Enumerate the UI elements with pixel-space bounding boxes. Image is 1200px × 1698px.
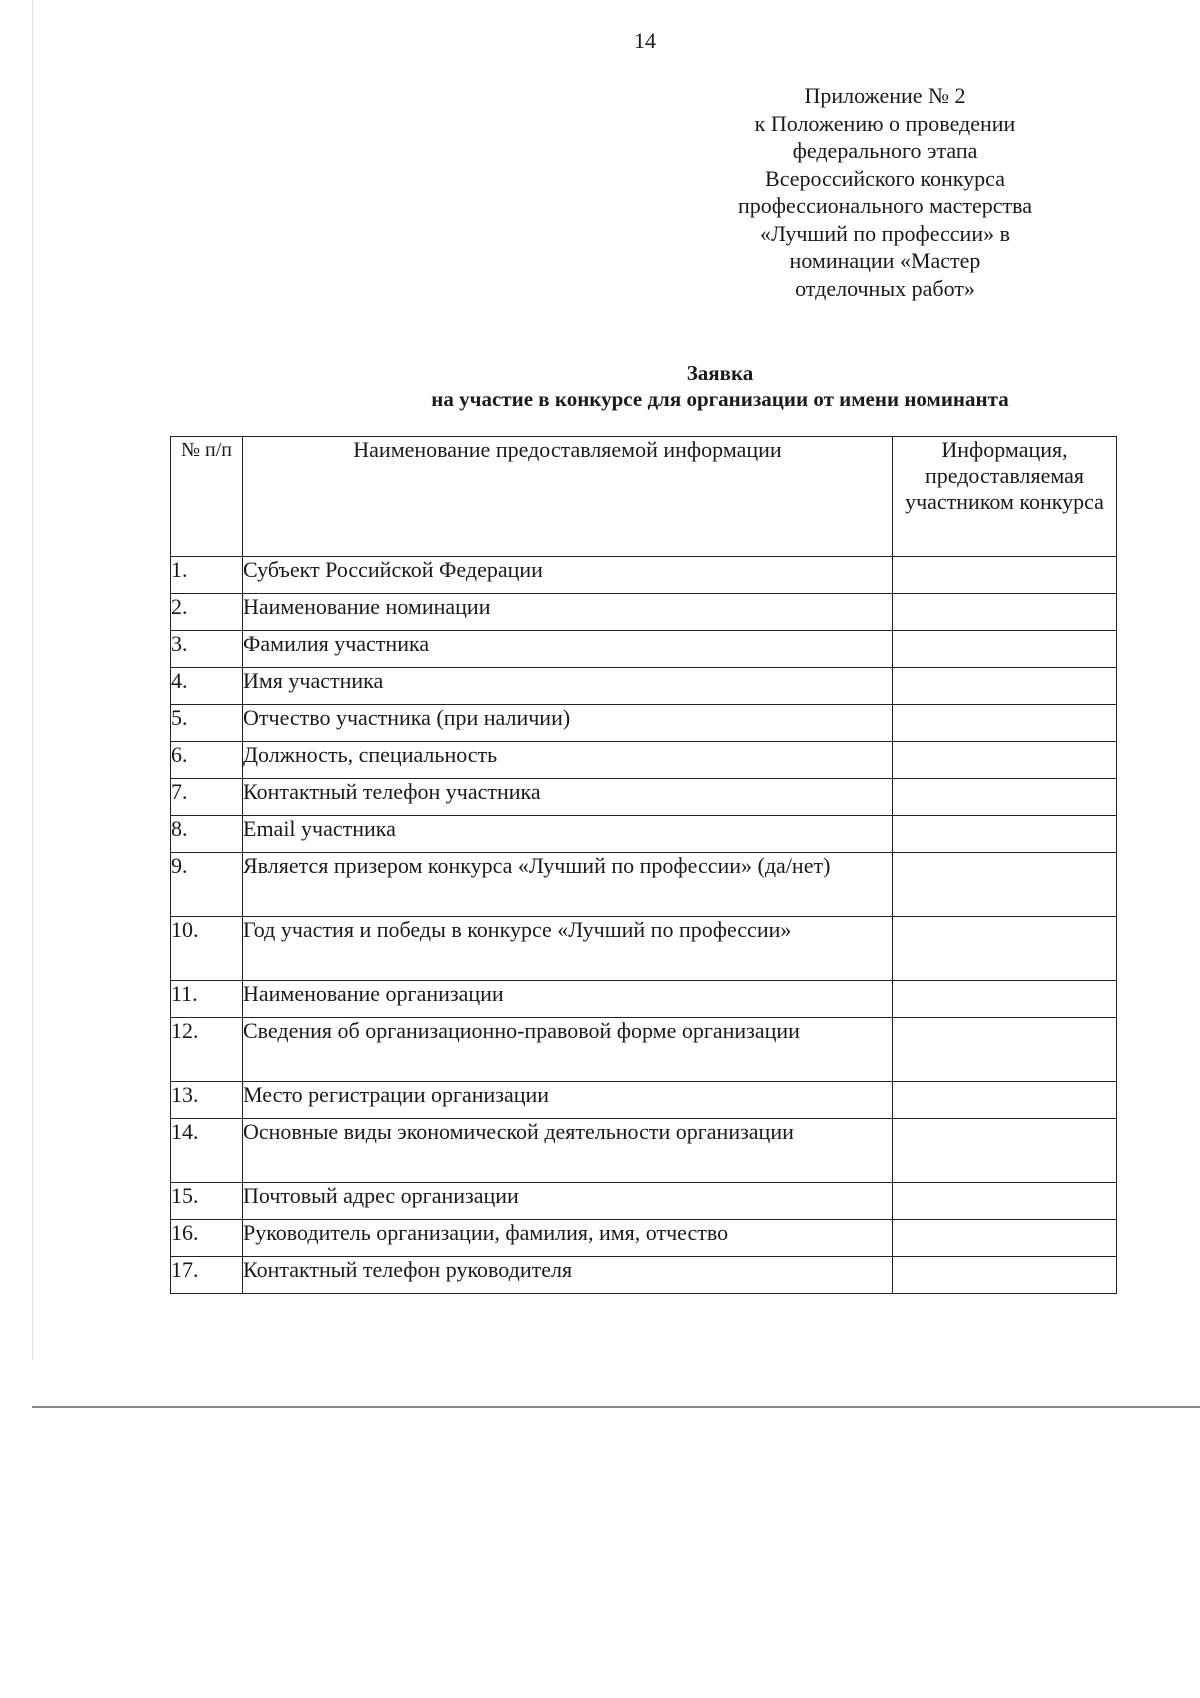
table-row bbox=[171, 917, 1117, 981]
row-number: 16. bbox=[171, 1220, 243, 1257]
page-number: 14 bbox=[634, 28, 656, 53]
row-number: 6. bbox=[171, 742, 243, 779]
row-value-cell[interactable] bbox=[893, 917, 1117, 981]
row-value-cell[interactable] bbox=[893, 742, 1117, 779]
page-bottom-rule bbox=[32, 1406, 1200, 1408]
row-number: 10. bbox=[171, 917, 243, 981]
row-label: Сведения об организационно-правовой форме организации bbox=[243, 1018, 893, 1082]
table-row bbox=[171, 981, 1117, 1018]
header-number: № п/п bbox=[171, 437, 243, 557]
row-label: Контактный телефон участника bbox=[243, 779, 893, 816]
table-row bbox=[171, 1082, 1117, 1119]
row-label: Фамилия участника bbox=[243, 631, 893, 668]
row-label: Наименование организации bbox=[243, 981, 893, 1018]
row-value-cell[interactable] bbox=[893, 594, 1117, 631]
row-number: 3. bbox=[171, 631, 243, 668]
row-label: Контактный телефон руководителя bbox=[243, 1257, 893, 1294]
row-value-cell[interactable] bbox=[893, 1018, 1117, 1082]
row-value-cell[interactable] bbox=[893, 1183, 1117, 1220]
row-value-cell[interactable] bbox=[893, 1257, 1117, 1294]
row-value-cell[interactable] bbox=[893, 816, 1117, 853]
title-line-2: на участие в конкурсе для организации от имени номинанта bbox=[431, 387, 1009, 411]
row-label: Имя участника bbox=[243, 668, 893, 705]
row-value-cell[interactable] bbox=[893, 668, 1117, 705]
appendix-line: «Лучший по профессии» в bbox=[759, 220, 1010, 246]
row-value-cell[interactable] bbox=[893, 981, 1117, 1018]
table-row bbox=[171, 853, 1117, 917]
row-label: Почтовый адрес организации bbox=[243, 1183, 893, 1220]
row-number: 5. bbox=[171, 705, 243, 742]
table-row bbox=[171, 742, 1117, 779]
row-value-cell[interactable] bbox=[893, 705, 1117, 742]
row-label: Наименование номинации bbox=[243, 594, 893, 631]
header-info-name: Наименование предоставляемой информации bbox=[243, 437, 893, 557]
row-number: 15. bbox=[171, 1183, 243, 1220]
row-number: 7. bbox=[171, 779, 243, 816]
appendix-reference bbox=[690, 82, 1080, 302]
row-number: 11. bbox=[171, 981, 243, 1018]
appendix-line: отделочных работ» bbox=[795, 275, 975, 301]
row-number: 8. bbox=[171, 816, 243, 853]
row-label: Год участия и победы в конкурсе «Лучший по профессии» bbox=[243, 917, 893, 981]
row-value-cell[interactable] bbox=[893, 853, 1117, 917]
row-number: 17. bbox=[171, 1257, 243, 1294]
table-row bbox=[171, 816, 1117, 853]
appendix-line: к Положению о проведении bbox=[754, 110, 1016, 136]
row-label: Место регистрации организации bbox=[243, 1082, 893, 1119]
table-row bbox=[171, 631, 1117, 668]
row-label: Руководитель организации, фамилия, имя, отчество bbox=[243, 1220, 893, 1257]
row-value-cell[interactable] bbox=[893, 1082, 1117, 1119]
table-row bbox=[171, 1119, 1117, 1183]
row-label: Отчество участника (при наличии) bbox=[243, 705, 893, 742]
table-row bbox=[171, 705, 1117, 742]
table-row bbox=[171, 668, 1117, 705]
application-form-table bbox=[170, 436, 1117, 1294]
row-value-cell[interactable] bbox=[893, 557, 1117, 594]
table-row bbox=[171, 779, 1117, 816]
row-number: 12. bbox=[171, 1018, 243, 1082]
row-number: 9. bbox=[171, 853, 243, 917]
row-value-cell[interactable] bbox=[893, 631, 1117, 668]
row-label: Email участника bbox=[243, 816, 893, 853]
appendix-line: профессионального мастерства bbox=[737, 193, 1033, 218]
table-header-row bbox=[171, 437, 1117, 557]
row-number: 4. bbox=[171, 668, 243, 705]
row-value-cell[interactable] bbox=[893, 1119, 1117, 1183]
appendix-line: Всероссийского конкурса bbox=[765, 165, 1005, 191]
row-number: 2. bbox=[171, 594, 243, 631]
row-label: Должность, специальность bbox=[243, 742, 893, 779]
header-participant-info: Информация, предоставляемая участником конкурса bbox=[893, 437, 1117, 557]
row-value-cell[interactable] bbox=[893, 1220, 1117, 1257]
appendix-line: Приложение № 2 bbox=[804, 83, 966, 108]
table-row bbox=[171, 557, 1117, 594]
table-row bbox=[171, 1220, 1117, 1257]
document-title bbox=[160, 360, 1200, 412]
appendix-line: номинации «Мастер bbox=[789, 248, 981, 273]
table-row bbox=[171, 594, 1117, 631]
row-number: 13. bbox=[171, 1082, 243, 1119]
scan-edge-line bbox=[32, 0, 33, 1360]
row-label: Основные виды экономической деятельности организации bbox=[243, 1119, 893, 1183]
row-value-cell[interactable] bbox=[893, 779, 1117, 816]
table-row bbox=[171, 1257, 1117, 1294]
row-label: Является призером конкурса «Лучший по профессии» (да/нет) bbox=[243, 853, 893, 917]
row-label: Субъект Российской Федерации bbox=[243, 557, 893, 594]
appendix-line: федерального этапа bbox=[792, 138, 978, 163]
title-line-1: Заявка bbox=[686, 361, 754, 385]
table-row bbox=[171, 1183, 1117, 1220]
row-number: 14. bbox=[171, 1119, 243, 1183]
row-number: 1. bbox=[171, 557, 243, 594]
table-row bbox=[171, 1018, 1117, 1082]
